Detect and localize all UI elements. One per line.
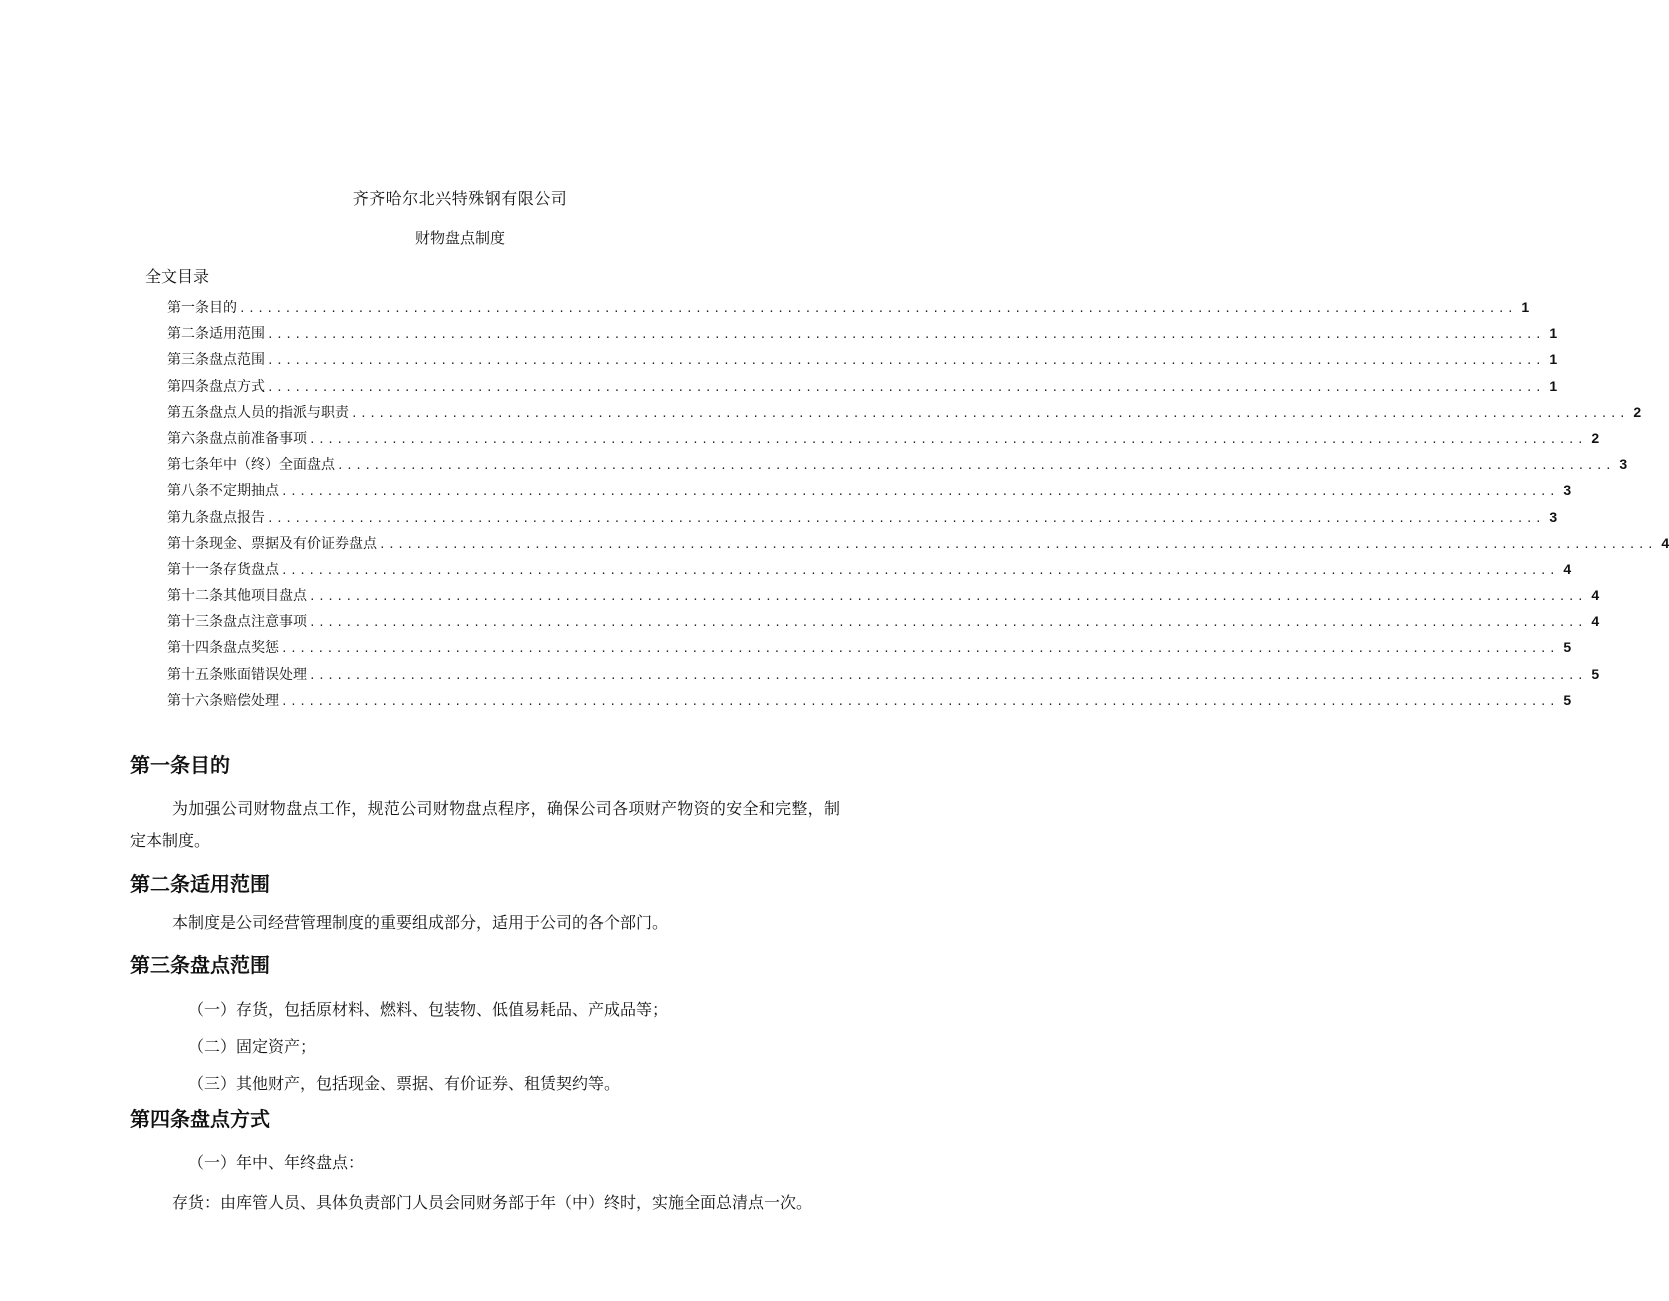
toc-dot-leader: ............................................................................................................................................ (281, 694, 1559, 708)
toc-entry-label: 第三条盘点范围 (167, 352, 265, 369)
toc-dot-leader: ............................................................................................................................................ (239, 302, 1517, 315)
toc-entry-page: 1 (1549, 325, 1558, 342)
toc-dot-leader: ............................................................................................................................................ (351, 406, 1629, 420)
toc-dot-leader: ............................................................................................................................................ (267, 354, 1545, 368)
toc-entry-label: 第八条不定期抽点 (167, 483, 279, 500)
toc-entry-page: 3 (1619, 456, 1628, 473)
toc-entry-label: 第十二条其他项目盘点 (167, 588, 307, 605)
toc-dot-leader: ............................................................................................................................................ (267, 511, 1545, 525)
toc-entry[interactable] (167, 690, 1572, 716)
toc-dot-leader: ............................................................................................................................................ (281, 642, 1559, 656)
toc-entry[interactable] (167, 323, 1558, 349)
section-paragraph: 本制度是公司经营管理制度的重要组成部分，适用于公司的各个部门。 (172, 913, 669, 932)
toc-entry[interactable] (167, 585, 1600, 611)
toc-entry[interactable] (167, 611, 1600, 637)
toc-dot-leader: ............................................................................................................................................ (379, 537, 1657, 551)
toc-entry-page: 4 (1591, 587, 1600, 604)
table-of-contents (167, 297, 1669, 716)
list-item: （二）固定资产； (188, 1037, 317, 1056)
toc-entry-page: 4 (1591, 613, 1600, 630)
toc-entry-page: 5 (1591, 665, 1600, 682)
section-3 (130, 952, 840, 1102)
toc-entry-label: 第十六条赔偿处理 (167, 692, 279, 709)
toc-entry-page: 3 (1563, 482, 1572, 499)
toc-entry-page: 1 (1549, 351, 1558, 368)
toc-entry-label: 第二条适用范围 (167, 326, 265, 343)
toc-entry-label: 第九条盘点报告 (167, 509, 265, 526)
toc-entry-label: 第一条目的 (167, 300, 237, 316)
toc-entry[interactable] (167, 349, 1558, 375)
toc-entry[interactable] (167, 297, 1530, 323)
section-heading: 第四条盘点方式 (130, 1107, 270, 1131)
toc-dot-leader: ............................................................................................................................................ (309, 668, 1587, 682)
toc-entry[interactable] (167, 664, 1600, 690)
toc-dot-leader: ............................................................................................................................................ (309, 616, 1587, 630)
toc-entry[interactable] (167, 637, 1572, 663)
toc-entry-page: 1 (1549, 377, 1558, 394)
list-item: （三）其他财产，包括现金、票据、有价证券、租赁契约等。 (188, 1074, 621, 1093)
toc-entry[interactable] (167, 559, 1572, 585)
toc-dot-leader: ............................................................................................................................................ (309, 432, 1587, 446)
toc-entry[interactable] (167, 533, 1669, 559)
company-name: 齐齐哈尔北兴特殊钢有限公司 (352, 189, 568, 208)
toc-entry-label: 第六条盘点前准备事项 (167, 430, 307, 447)
toc-entry-page: 5 (1563, 691, 1572, 708)
section-paragraph: 存货：由库管人员、具体负责部门人员会同财务部于年（中）终时，实施全面总清点一次。 (172, 1193, 813, 1212)
toc-entry[interactable] (167, 454, 1628, 480)
toc-entry-page: 5 (1563, 639, 1572, 656)
toc-entry-label: 第五条盘点人员的指派与职责 (167, 404, 349, 421)
toc-entry[interactable] (167, 507, 1558, 533)
toc-entry-page: 4 (1563, 560, 1572, 577)
toc-entry-page: 4 (1661, 534, 1669, 551)
toc-entry-page: 1 (1521, 299, 1530, 315)
toc-dot-leader: ............................................................................................................................................ (281, 485, 1559, 499)
toc-entry-label: 第四条盘点方式 (167, 378, 265, 395)
toc-entry[interactable] (167, 480, 1572, 506)
toc-heading: 全文目录 (145, 267, 210, 286)
toc-entry-label: 第十条现金、票据及有价证券盘点 (167, 535, 377, 552)
toc-dot-leader: ............................................................................................................................................ (337, 459, 1615, 473)
toc-dot-leader: ............................................................................................................................................ (267, 328, 1545, 342)
toc-entry[interactable] (167, 402, 1642, 428)
section-heading: 第二条适用范围 (130, 872, 270, 896)
list-item: （一）存货，包括原材料、燃料、包装物、低值易耗品、产成品等； (188, 1000, 669, 1019)
toc-dot-leader: ............................................................................................................................................ (281, 563, 1559, 577)
subsection-label: （一）年中、年终盘点： (188, 1153, 365, 1172)
toc-entry-label: 第十五条账面错误处理 (167, 666, 307, 683)
section-heading: 第三条盘点范围 (130, 953, 270, 977)
toc-entry-page: 3 (1549, 508, 1558, 525)
section-1 (130, 752, 840, 857)
toc-entry[interactable] (167, 428, 1600, 454)
toc-entry-label: 第十三条盘点注意事项 (167, 614, 307, 631)
toc-entry-page: 2 (1591, 429, 1600, 446)
toc-dot-leader: ............................................................................................................................................ (267, 380, 1545, 394)
toc-entry[interactable] (167, 376, 1558, 402)
document-title: 财物盘点制度 (414, 229, 505, 247)
toc-entry-page: 2 (1633, 403, 1642, 420)
toc-entry-label: 第十一条存货盘点 (167, 561, 279, 578)
section-2 (130, 871, 840, 939)
toc-dot-leader: ............................................................................................................................................ (309, 590, 1587, 604)
toc-entry-label: 第十四条盘点奖惩 (167, 640, 279, 657)
section-4 (130, 1106, 840, 1220)
toc-entry-label: 第七条年中（终）全面盘点 (167, 457, 335, 474)
section-paragraph: 为加强公司财物盘点工作，规范公司财物盘点程序，确保公司各项财产物资的安全和完整，制定本制度。 (130, 799, 840, 850)
section-heading: 第一条目的 (130, 753, 230, 777)
